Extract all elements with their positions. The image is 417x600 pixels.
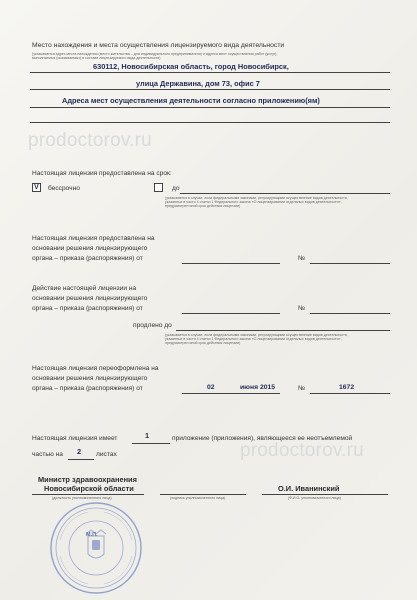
header-note-2: выполняемых (оказываемых) в составе лицензируемого вида деятельности) <box>32 56 161 60</box>
date-line <box>182 393 280 394</box>
seal-caption: М.П. <box>86 532 98 538</box>
term-note-3: предусмотрен иной срок действия лицензии) <box>165 204 241 208</box>
sheets-line <box>68 459 94 460</box>
divider <box>30 89 390 90</box>
reissued-month-year: июня 2015 <box>240 384 276 391</box>
official-position-2: Новосибирской области <box>44 484 134 493</box>
annex-suffix: приложение (приложения), являющееся ее неотъемлемой <box>172 435 353 442</box>
reissued-number: 1672 <box>339 384 355 391</box>
extended-note-1: (указывается в случае, если федеральными законами, регулирующими осуществление видов деятельности, <box>165 333 348 337</box>
official-name: О.И. Иванинский <box>278 484 340 493</box>
date-line <box>182 313 280 314</box>
number-line <box>310 313 390 314</box>
reissued-block <box>32 364 159 395</box>
reissued-line-1: Настоящая лицензия переоформлена на <box>32 365 159 372</box>
granted-line-3: органа – приказа (распоряжения) от <box>32 255 143 263</box>
watermark-text: prodoctorov.ru <box>28 130 152 151</box>
divider <box>180 193 390 194</box>
signature-caption: (подпись уполномоченного лица) <box>170 496 226 500</box>
name-caption: (Ф.И.О. уполномоченного лица) <box>288 496 341 500</box>
annex-sheets: 2 <box>77 447 82 456</box>
extended-line-1: Действие настоящей лицензии на <box>32 285 137 292</box>
divider <box>262 494 388 495</box>
granted-line-2: основании решения лицензирующего <box>32 245 148 253</box>
official-seal-stamp <box>48 500 144 596</box>
official-position-1: Министр здравоохранения <box>38 475 137 484</box>
term-label: Настоящая лицензия предоставлена на срок: <box>32 170 172 177</box>
until-label: до <box>172 185 180 192</box>
unlimited-checkbox <box>32 183 41 192</box>
term-note-2: указанных в части 4 статьи 1 Федерального закона «О лицензировании отдельных видов деятельности», <box>165 200 342 204</box>
divider <box>30 107 390 108</box>
granted-number-label: № <box>298 255 306 262</box>
extended-note-2: указанных в части 4 статьи 1 Федерального закона «О лицензировании отдельных видов деятельности», <box>165 337 342 341</box>
term-note-1: (указывается в случае, если федеральными законами, регулирующими осуществление видов деятельности, <box>165 196 348 200</box>
number-line <box>310 263 390 264</box>
extended-line-2: основании решения лицензирующего <box>32 295 148 303</box>
count-line <box>132 443 170 444</box>
granted-block <box>32 234 155 265</box>
check-mark-icon: V <box>34 184 39 191</box>
header-note-1: (указываются адрес места нахождения (место жительства – для индивидуального предпринимателя) и адреса мест осуществления работ (услуг), <box>32 52 278 56</box>
position-caption: (должность уполномоченного лица) <box>52 496 112 500</box>
address-line-2: улица Державина, дом 73, офис 7 <box>136 79 260 88</box>
annex-part-prefix: частью на <box>32 451 63 458</box>
date-line <box>182 263 280 264</box>
extended-block <box>32 284 147 315</box>
until-checkbox <box>154 183 163 192</box>
address-line-3: Адреса мест осуществления деятельности согласно приложению(ям) <box>62 96 320 105</box>
divider <box>30 122 390 123</box>
granted-line-1: Настоящая лицензия предоставлена на <box>32 235 155 242</box>
annex-part-suffix: листах <box>96 451 117 458</box>
reissued-day: 02 <box>207 384 215 391</box>
extended-line-3: органа – приказа (распоряжения) от <box>32 305 143 313</box>
address-line-1: 630112, Новосибирская область, город Новосибирск, <box>93 62 289 71</box>
watermark-text: prodoctorov.ru <box>240 440 364 461</box>
reissued-line-2: основании решения лицензирующего <box>32 375 148 383</box>
divider <box>32 494 144 495</box>
extended-until-label: продлено до <box>133 322 172 329</box>
divider <box>160 494 246 495</box>
extended-number-label: № <box>298 305 306 312</box>
divider <box>176 330 390 331</box>
unlimited-label: бессрочно <box>48 185 80 192</box>
reissued-line-3: органа – приказа (распоряжения) от <box>32 385 143 393</box>
extended-note-3: предусмотрен иной срок действия лицензии) <box>165 341 241 345</box>
annex-count: 1 <box>145 431 150 440</box>
reissued-number-label: № <box>298 385 306 392</box>
annex-prefix: Настоящая лицензия имеет <box>32 435 118 442</box>
number-line <box>310 393 390 394</box>
divider <box>30 72 390 73</box>
header-title: Место нахождения и места осуществления лицензируемого вида деятельности <box>32 42 285 49</box>
